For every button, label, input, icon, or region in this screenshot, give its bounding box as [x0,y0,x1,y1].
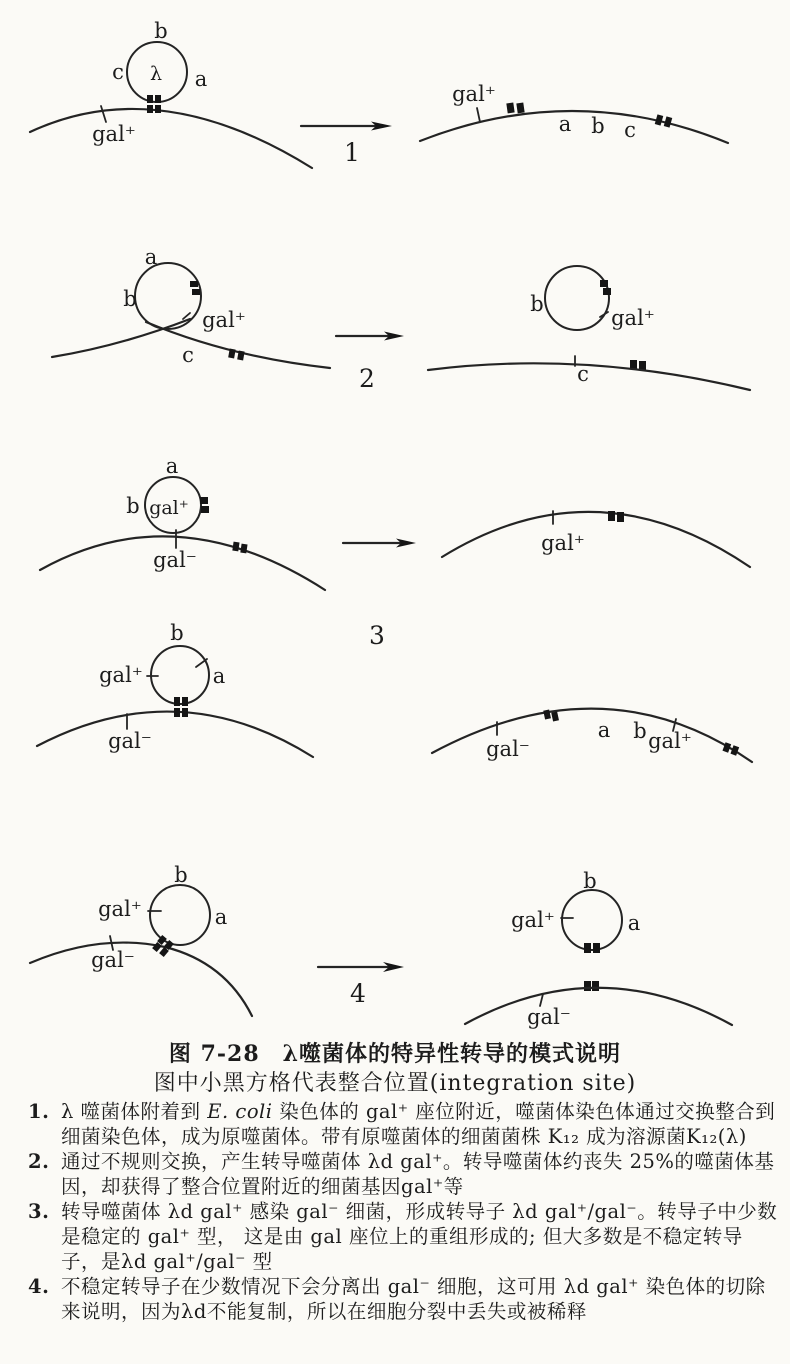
label-a: a [558,112,572,136]
figure-caption [0,1040,790,1098]
label-gal-plus: gal⁺ [98,897,142,921]
note-text-species: E. coli [207,1100,273,1123]
chromosome-left-arm [52,319,190,357]
step-number-1: 1 [344,138,360,167]
note-item-1 [28,1099,780,1149]
gal-locus-tick [477,108,480,122]
label-gal-plus: gal⁺ [99,663,143,687]
label-gal-minus: gal⁻ [108,729,152,753]
step2-arrow [336,332,404,394]
bacterial-chromosome [432,709,752,762]
note-number: 3. [28,1200,50,1223]
figure-caption-subtitle: 图中小黑方格代表整合位置(integration site) [153,1071,637,1096]
label-a: a [597,718,611,742]
step-number-3: 3 [369,621,385,650]
label-b: b [583,869,597,893]
phage-circle [545,266,609,330]
bacterial-chromosome [420,111,728,143]
step1-right-diagram [420,82,728,143]
label-gal-plus: gal⁺ [511,908,555,932]
bacterial-chromosome [428,363,750,390]
note-text: 不稳定转导子在少数情况下会分离出 gal⁻ 细胞，这可用 λd gal⁺ 染色体的切除来说明，因为λd不能复制，所以在细胞分裂中丢失或被稀释 [61,1275,766,1323]
label-b: b [530,292,544,316]
phage-circle [150,885,210,945]
step2-left-diagram [52,245,330,368]
note-item-2 [28,1149,780,1199]
step4-arrow [318,962,404,1008]
note-number: 2. [28,1150,50,1173]
label-gal-plus: gal⁺ [149,497,189,519]
label-gal-plus: gal⁺ [541,531,585,555]
step1-arrow [301,122,392,168]
label-a: a [165,454,179,478]
phage-loop-circle [135,263,201,329]
label-c: c [577,362,589,386]
label-gal-plus: gal⁺ [202,308,246,332]
label-c: c [112,60,124,84]
label-gal-plus: gal⁺ [611,306,655,330]
note-text: 通过不规则交换，产生转导噬菌体 λd gal⁺。转导噬菌体约丧失 25%的噬菌体基因，却获得了整合位置附近的细菌基因gal⁺等 [61,1150,775,1198]
gal-locus-tick [183,313,190,319]
step-number-2: 2 [359,364,375,393]
label-b: b [591,114,605,138]
step3-left-diagram [40,454,325,590]
label-gal-minus: gal⁻ [91,948,135,972]
bacterial-chromosome [442,512,750,567]
bacterial-chromosome [465,988,732,1025]
label-b: b [170,621,184,645]
bacterial-chromosome [30,943,252,1016]
step3-right-diagram [442,511,750,567]
bacterial-chromosome [30,109,312,168]
step1-left-diagram [30,19,312,168]
label-a: a [144,245,158,269]
label-b: b [123,287,137,311]
label-gal-minus: gal⁻ [527,1005,571,1029]
gal-locus-tick [101,106,106,122]
label-b: b [126,494,140,518]
label-gal-plus: gal⁺ [452,82,496,106]
note-text: 转导噬菌体 λd gal⁺ 感染 gal⁻ 细菌，形成转导子 λd gal⁺/gal⁻。转导子中少数是稳定的 gal⁺ 型， 这是由 gal 座位上的重组形成的; 但大多数是不稳定转导子，是λd gal⁺/gal⁻ 型 [61,1200,778,1273]
label-a: a [627,911,641,935]
integration-site-squares [174,697,188,717]
label-b: b [633,719,647,743]
note-text-pre: λ 噬菌体附着到 [61,1100,208,1123]
label-c: c [624,118,636,142]
step3b-left-diagram [37,621,313,757]
figure-notes [28,1099,780,1324]
label-gal-plus: gal⁺ [648,729,692,753]
bacterial-chromosome [37,712,313,757]
label-gal-plus: gal⁺ [92,122,136,146]
label-a: a [212,664,226,688]
figure-caption-title: 图 7-28 λ噬菌体的特异性转导的模式说明 [168,1041,622,1067]
label-a: a [194,67,208,91]
integration-site-squares [506,102,672,127]
note-text [61,1099,780,1149]
note-item-3 [28,1199,780,1274]
note-number: 4. [28,1275,50,1298]
label-lambda: λ [149,63,163,85]
label-b: b [154,19,168,43]
label-c: c [182,343,194,367]
label-a: a [214,905,228,929]
phage-circle [562,890,622,950]
step4-left-diagram [30,863,252,1016]
note-item-4 [28,1274,780,1324]
label-gal-minus: gal⁻ [153,548,197,572]
step3b-right-diagram [432,709,752,762]
label-gal-minus: gal⁻ [486,737,530,761]
phage-circle [151,646,209,704]
note-number: 1. [28,1100,50,1123]
step2-right-diagram [428,266,750,390]
step4-right-diagram [465,869,732,1029]
note-text-post: 染色体的 gal⁺ 座位附近，噬菌体染色体通过交换整合到细菌染色体，成为原噬菌体。带有原噬菌体的细菌菌株 K₁₂ 成为溶源菌K₁₂(λ) [61,1100,776,1148]
label-b: b [174,863,188,887]
step-number-4: 4 [350,979,366,1008]
step3-arrow [343,539,416,651]
